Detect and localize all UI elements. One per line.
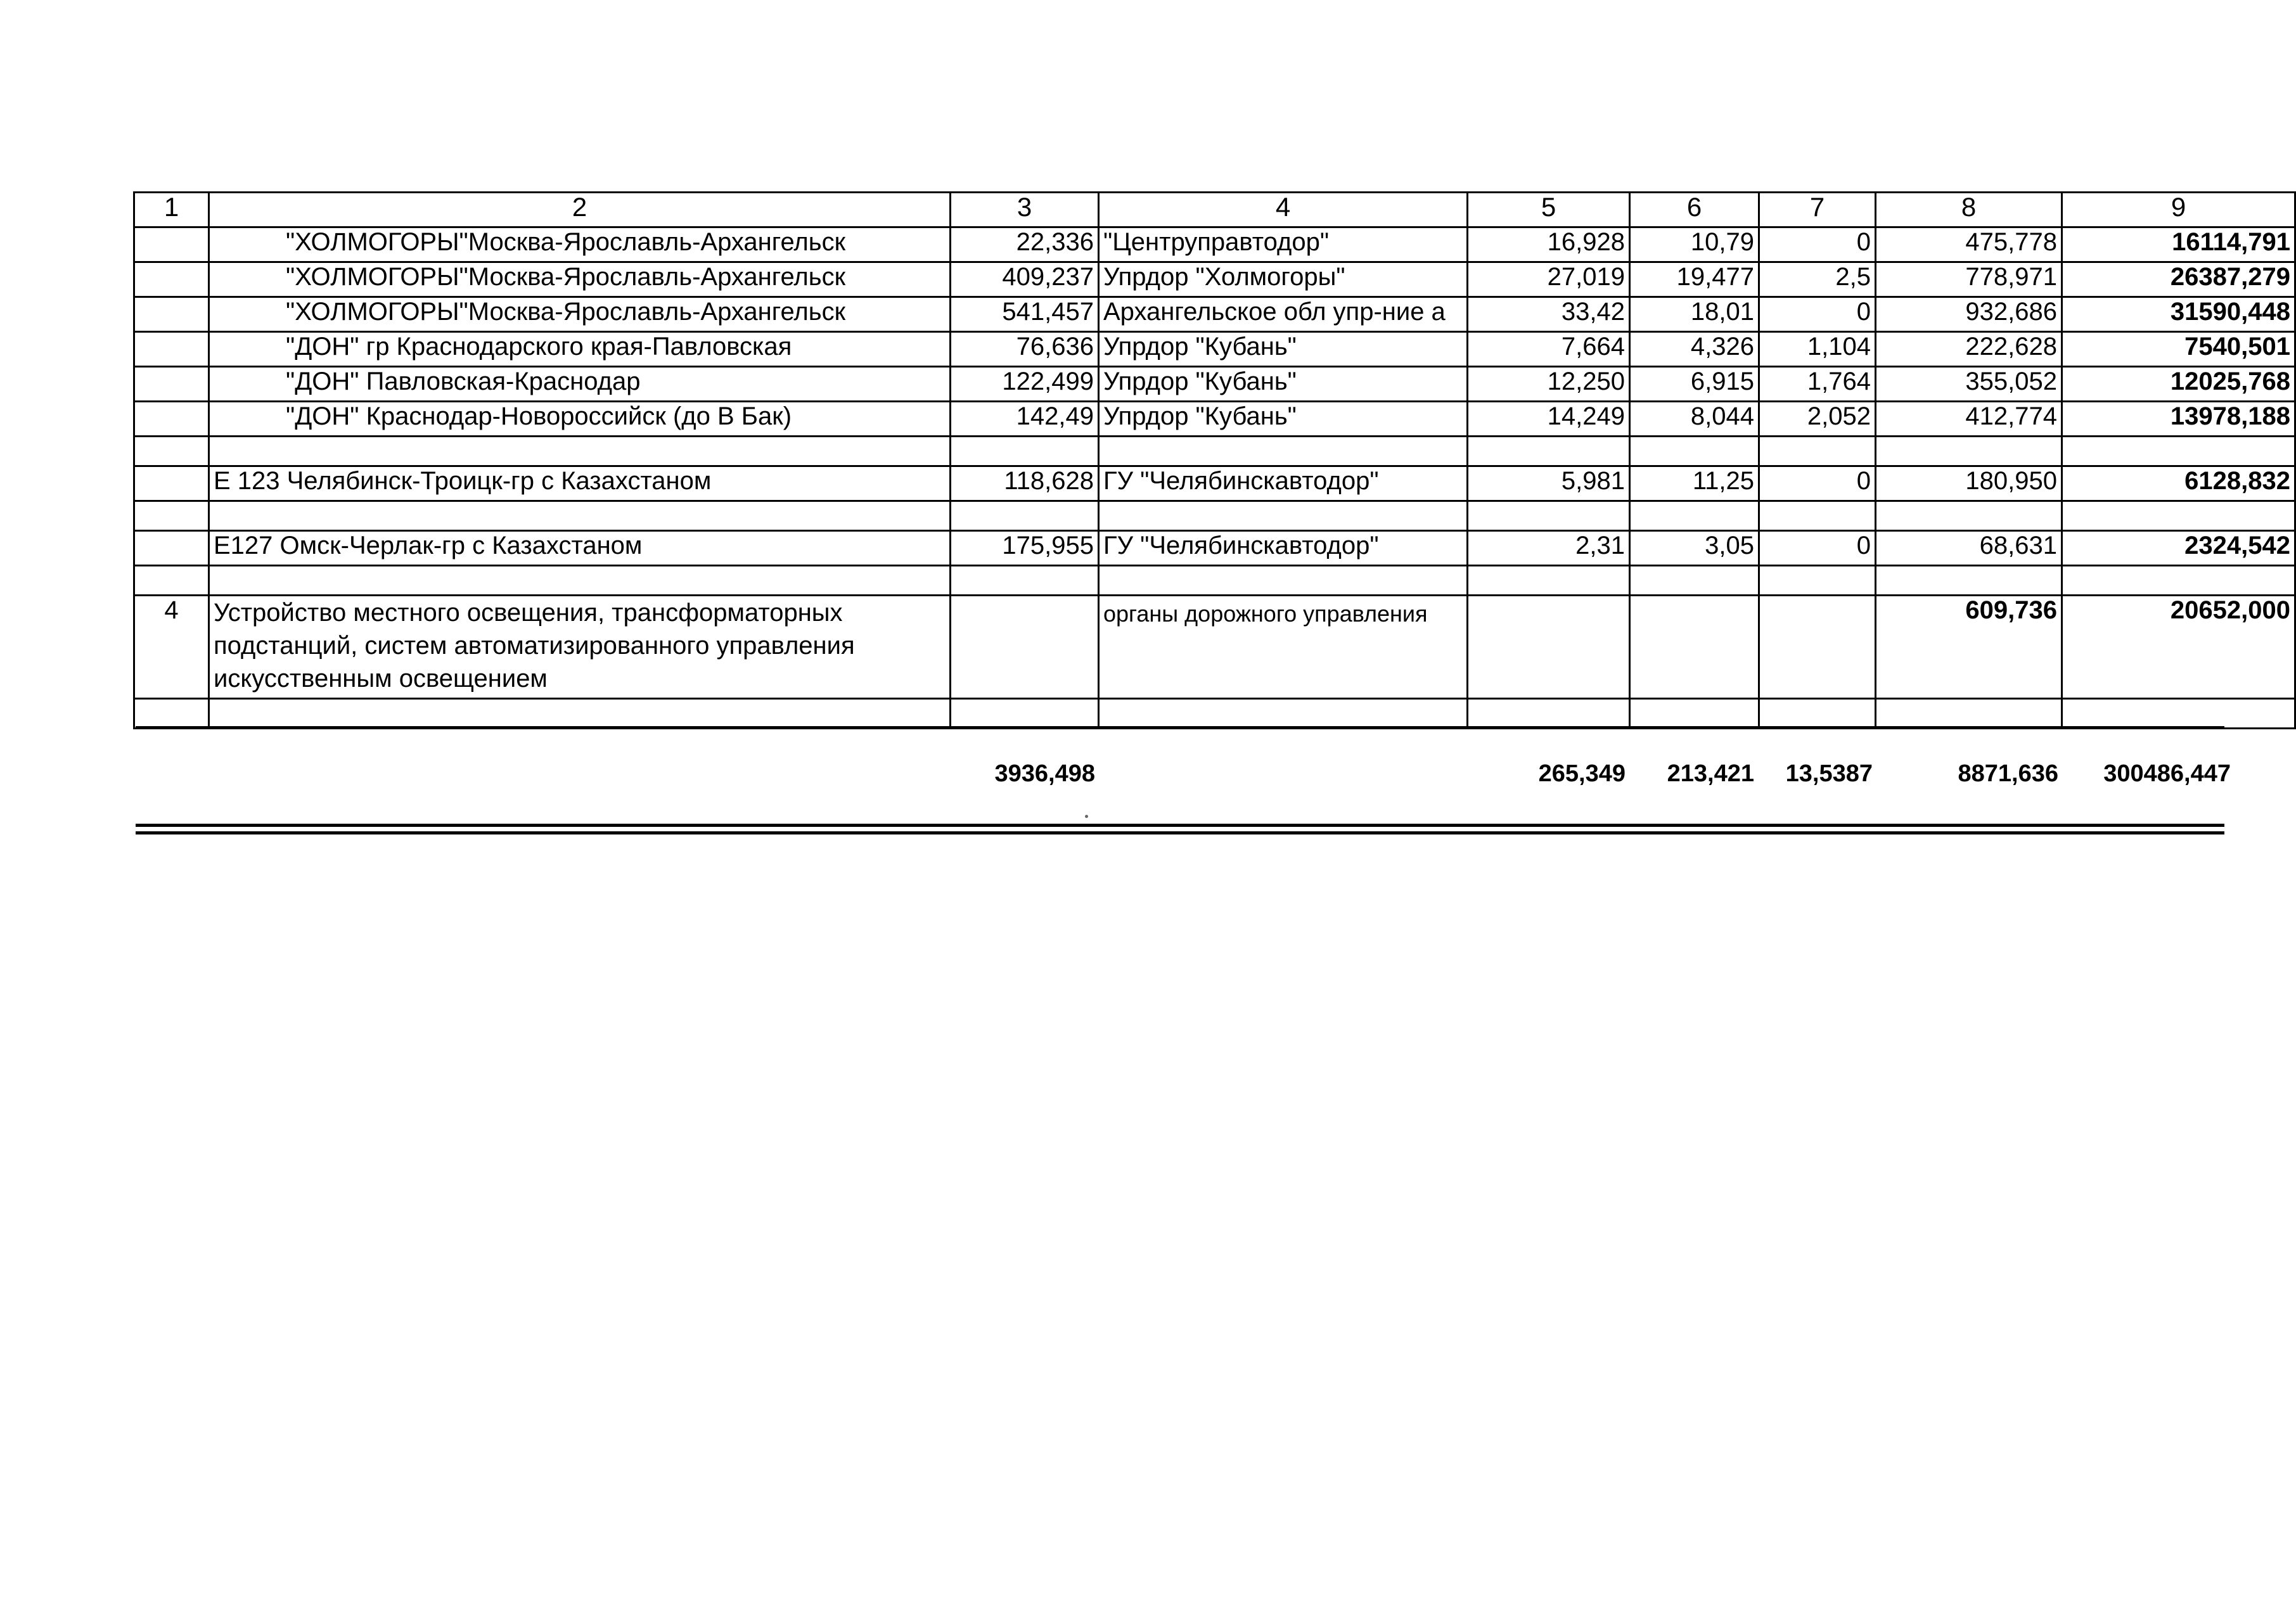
value-col7-cell	[1759, 699, 1876, 729]
row-number-cell	[134, 332, 209, 367]
value-col9-cell	[2062, 699, 2295, 729]
organization-cell: Упрдор "Кубань"	[1099, 402, 1468, 437]
organization-cell: Упрдор "Кубань"	[1099, 367, 1468, 402]
value-col7-cell	[1759, 437, 1876, 466]
totals-double-rule-bottom	[136, 831, 2224, 834]
value-col5-cell: 14,249	[1468, 402, 1630, 437]
value-col6-cell: 10,79	[1630, 227, 1759, 262]
col-header-4: 4	[1099, 193, 1468, 227]
table-viewport	[133, 191, 2290, 730]
value-col9-cell: 31590,448	[2062, 297, 2295, 332]
road-name-cell	[209, 501, 951, 531]
value-col9-cell: 20652,000	[2062, 596, 2295, 699]
row-number-cell	[134, 437, 209, 466]
work-description-cell: Устройство местного освещения, трансформаторных подстанций, систем автоматизированного управления искусственным освещением	[209, 596, 951, 699]
organization-cell	[1099, 501, 1468, 531]
column-number-row	[134, 193, 2295, 227]
row-number-cell	[134, 297, 209, 332]
road-name-cell: "ХОЛМОГОРЫ"Москва-Ярославль-Архангельск	[209, 297, 951, 332]
organization-cell	[1099, 437, 1468, 466]
organization-cell: органы дорожного управления	[1099, 596, 1468, 699]
organization-cell: ГУ "Челябинскавтодор"	[1099, 531, 1468, 566]
value-col6-cell	[1630, 437, 1759, 466]
road-name-cell: "ДОН" Павловская-Краснодар	[209, 367, 951, 402]
value-col5-cell: 7,664	[1468, 332, 1630, 367]
col-header-7: 7	[1759, 193, 1876, 227]
organization-cell: "Центруправтодор"	[1099, 227, 1468, 262]
value-col6-cell	[1630, 699, 1759, 729]
value-col8-cell: 932,686	[1876, 297, 2062, 332]
road-name-cell: Е 123 Челябинск-Троицк-гр с Казахстаном	[209, 466, 951, 501]
length-cell	[951, 699, 1099, 729]
value-col6-cell: 4,326	[1630, 332, 1759, 367]
total-col9: 300486,447	[2103, 760, 2231, 787]
length-cell	[951, 437, 1099, 466]
row-number-cell	[134, 566, 209, 596]
value-col7-cell: 2,052	[1759, 402, 1876, 437]
table-row-empty	[134, 501, 2295, 531]
organization-cell: Упрдор "Кубань"	[1099, 332, 1468, 367]
value-col9-cell: 2324,542	[2062, 531, 2295, 566]
length-cell: 541,457	[951, 297, 1099, 332]
length-cell: 175,955	[951, 531, 1099, 566]
value-col6-cell: 8,044	[1630, 402, 1759, 437]
value-col6-cell: 6,915	[1630, 367, 1759, 402]
road-name-cell	[209, 699, 951, 729]
road-name-cell: "ДОН" Краснодар-Новороссийск (до В Бак)	[209, 402, 951, 437]
road-name-cell	[209, 437, 951, 466]
value-col6-cell	[1630, 596, 1759, 699]
totals-double-rule-top	[136, 824, 2224, 827]
road-name-cell: Е127 Омск-Черлак-гр с Казахстаном	[209, 531, 951, 566]
table-row	[134, 297, 2295, 332]
value-col8-cell	[1876, 437, 2062, 466]
table-row	[134, 227, 2295, 262]
totals-row	[0, 760, 2231, 798]
length-cell: 122,499	[951, 367, 1099, 402]
value-col6-cell: 18,01	[1630, 297, 1759, 332]
value-col6-cell: 19,477	[1630, 262, 1759, 297]
table-row	[134, 402, 2295, 437]
total-col8: 8871,636	[1958, 760, 2058, 787]
road-name-cell: "ХОЛМОГОРЫ"Москва-Ярославль-Архангельск	[209, 227, 951, 262]
value-col7-cell: 0	[1759, 531, 1876, 566]
value-col5-cell: 12,250	[1468, 367, 1630, 402]
col-header-6: 6	[1630, 193, 1759, 227]
value-col8-cell: 180,950	[1876, 466, 2062, 501]
table-row-empty	[134, 437, 2295, 466]
value-col9-cell: 6128,832	[2062, 466, 2295, 501]
value-col9-cell	[2062, 437, 2295, 466]
scan-speck	[1085, 815, 1088, 818]
table-bottom-double-rule	[136, 726, 2224, 729]
length-cell	[951, 596, 1099, 699]
length-cell	[951, 566, 1099, 596]
value-col8-cell: 68,631	[1876, 531, 2062, 566]
value-col7-cell: 2,5	[1759, 262, 1876, 297]
value-col7-cell: 1,764	[1759, 367, 1876, 402]
value-col7-cell	[1759, 596, 1876, 699]
value-col7-cell: 0	[1759, 297, 1876, 332]
row-number-cell	[134, 227, 209, 262]
value-col7-cell: 0	[1759, 227, 1876, 262]
length-cell: 142,49	[951, 402, 1099, 437]
value-col8-cell	[1876, 501, 2062, 531]
value-col7-cell: 1,104	[1759, 332, 1876, 367]
table-row	[134, 466, 2295, 501]
value-col6-cell	[1630, 566, 1759, 596]
value-col9-cell: 12025,768	[2062, 367, 2295, 402]
row-number-cell	[134, 699, 209, 729]
value-col8-cell: 222,628	[1876, 332, 2062, 367]
value-col7-cell	[1759, 501, 1876, 531]
value-col5-cell: 2,31	[1468, 531, 1630, 566]
organization-cell	[1099, 699, 1468, 729]
organization-cell: Упрдор "Холмогоры"	[1099, 262, 1468, 297]
length-cell: 409,237	[951, 262, 1099, 297]
value-col7-cell: 0	[1759, 466, 1876, 501]
value-col9-cell: 26387,279	[2062, 262, 2295, 297]
value-col8-cell	[1876, 699, 2062, 729]
value-col9-cell: 13978,188	[2062, 402, 2295, 437]
col-header-9: 9	[2062, 193, 2295, 227]
value-col8-cell	[1876, 566, 2062, 596]
value-col5-cell: 5,981	[1468, 466, 1630, 501]
organization-cell	[1099, 566, 1468, 596]
value-col5-cell	[1468, 566, 1630, 596]
road-name-cell: "ДОН" гр Краснодарского края-Павловская	[209, 332, 951, 367]
value-col9-cell	[2062, 501, 2295, 531]
total-col7: 13,5387	[1785, 760, 1873, 787]
row-number-cell: 4	[134, 596, 209, 699]
length-cell: 22,336	[951, 227, 1099, 262]
value-col9-cell: 7540,501	[2062, 332, 2295, 367]
value-col8-cell: 355,052	[1876, 367, 2062, 402]
col-header-1: 1	[134, 193, 209, 227]
value-col5-cell	[1468, 699, 1630, 729]
row-number-cell	[134, 262, 209, 297]
table-row-section	[134, 596, 2295, 699]
value-col8-cell: 475,778	[1876, 227, 2062, 262]
value-col5-cell: 33,42	[1468, 297, 1630, 332]
col-header-2: 2	[209, 193, 951, 227]
table-row-empty	[134, 566, 2295, 596]
row-number-cell	[134, 466, 209, 501]
organization-cell: ГУ "Челябинскавтодор"	[1099, 466, 1468, 501]
table-row	[134, 332, 2295, 367]
value-col5-cell: 16,928	[1468, 227, 1630, 262]
value-col5-cell	[1468, 437, 1630, 466]
value-col6-cell: 11,25	[1630, 466, 1759, 501]
road-name-cell	[209, 566, 951, 596]
total-col5: 265,349	[1538, 760, 1626, 787]
length-cell: 118,628	[951, 466, 1099, 501]
row-number-cell	[134, 402, 209, 437]
road-name-cell: "ХОЛМОГОРЫ"Москва-Ярославль-Архангельск	[209, 262, 951, 297]
table-row	[134, 367, 2295, 402]
col-header-3: 3	[951, 193, 1099, 227]
organization-cell: Архангельское обл упр-ние а	[1099, 297, 1468, 332]
table-row	[134, 262, 2295, 297]
row-number-cell	[134, 367, 209, 402]
length-cell: 76,636	[951, 332, 1099, 367]
value-col8-cell: 412,774	[1876, 402, 2062, 437]
table-row-empty	[134, 699, 2295, 729]
row-number-cell	[134, 501, 209, 531]
total-col3: 3936,498	[994, 760, 1095, 787]
value-col7-cell	[1759, 566, 1876, 596]
col-header-8: 8	[1876, 193, 2062, 227]
value-col9-cell: 16114,791	[2062, 227, 2295, 262]
value-col6-cell: 3,05	[1630, 531, 1759, 566]
value-col8-cell: 778,971	[1876, 262, 2062, 297]
value-col9-cell	[2062, 566, 2295, 596]
road-works-table	[133, 191, 2296, 729]
total-col6: 213,421	[1667, 760, 1754, 787]
value-col5-cell	[1468, 596, 1630, 699]
value-col6-cell	[1630, 501, 1759, 531]
value-col5-cell	[1468, 501, 1630, 531]
length-cell	[951, 501, 1099, 531]
table-row	[134, 531, 2295, 566]
value-col8-cell: 609,736	[1876, 596, 2062, 699]
col-header-5: 5	[1468, 193, 1630, 227]
value-col5-cell: 27,019	[1468, 262, 1630, 297]
row-number-cell	[134, 531, 209, 566]
